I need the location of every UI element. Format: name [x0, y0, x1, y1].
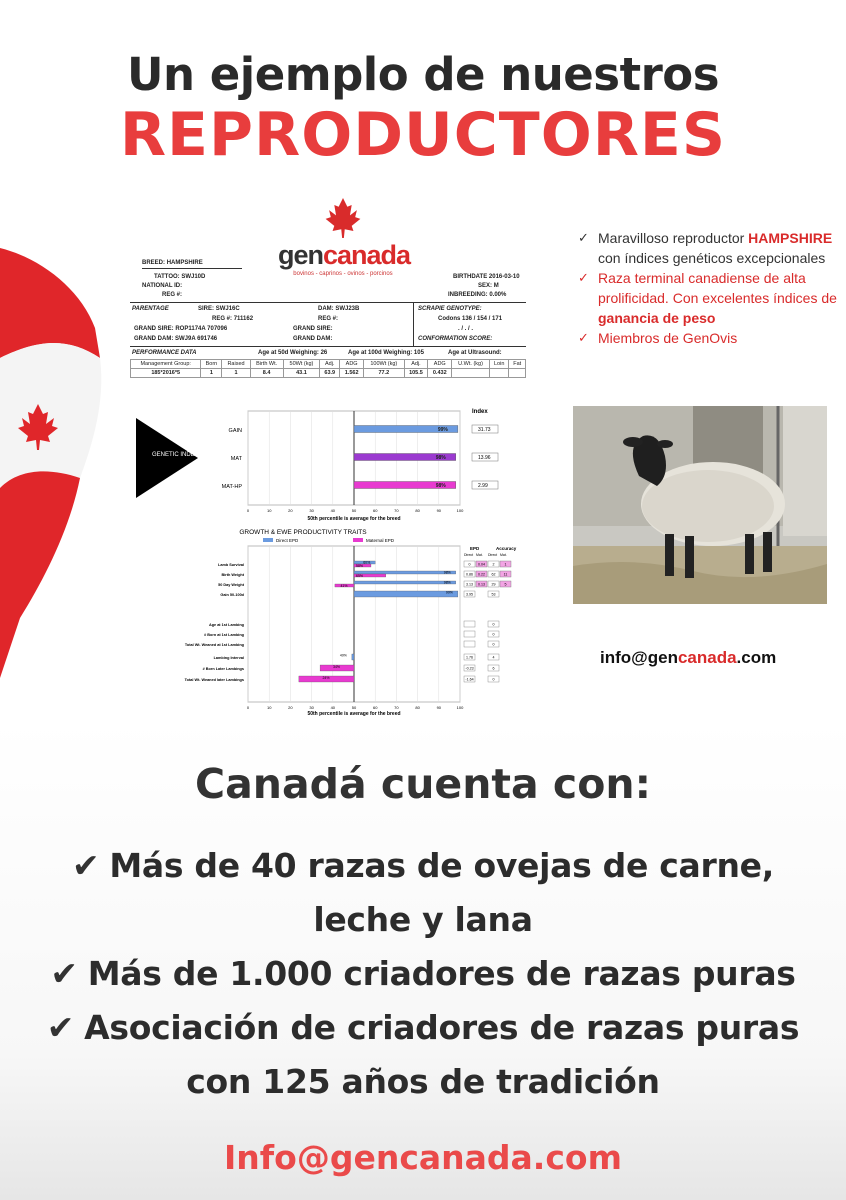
perf-header-cell: 100Wt (kg): [364, 360, 405, 369]
genetic-indexes-triangle: [136, 418, 198, 498]
grand-sire2-field: GRAND SIRE:: [293, 326, 333, 332]
gt-row-label: # Born Later Lambings: [202, 667, 244, 671]
gt-epd-value: 1.76: [466, 655, 473, 660]
gt-epd-subheader: Direct: [464, 553, 474, 557]
grand-sire-field: GRAND SIRE: ROP1174A 707096: [134, 326, 228, 332]
parentage-label: PARENTAGE: [132, 306, 169, 312]
gt-tick-label: 30: [309, 705, 314, 710]
gt-row-label: Total Wt. Weaned later Lambings: [184, 678, 244, 682]
perf-header-cell: Born: [201, 360, 222, 369]
grand-dam-field: GRAND DAM: SWJ9A 691746: [134, 336, 218, 342]
gi-index-value: 13.96: [478, 455, 491, 461]
perf-value-cell: 1: [201, 369, 222, 378]
gt-maternal-label: 41%: [340, 584, 348, 588]
scrapie-value: . / . / .: [458, 326, 474, 332]
age-ultrasound-field: Age at Ultrasound:: [448, 350, 502, 356]
gi-tick-label: 0: [246, 508, 250, 513]
perf-header-cell: U.Wt. (kg): [452, 360, 490, 369]
gt-epd-value: -1.64: [465, 677, 474, 682]
gi-bar-label: 98%: [435, 455, 446, 461]
reg-field: REG #:: [162, 292, 183, 298]
pedigree-card: [128, 198, 528, 716]
gt-row-label: # Born at 1st Lambing: [204, 633, 244, 637]
gi-tick-label: 10: [266, 508, 272, 513]
canada-flag-ribbon: [0, 248, 110, 678]
gt-direct-bar: [352, 654, 354, 660]
gi-tick-label: 100: [456, 508, 464, 513]
gi-bar-label: 99%: [437, 427, 448, 433]
gi-tick-label: 90: [436, 508, 442, 513]
tattoo-field: TATTOO: SWJ10D: [154, 274, 206, 280]
checkmark-icon: ✔: [72, 846, 100, 885]
gt-row-label: Gain 50-100d: [220, 593, 244, 597]
scrapie-label: SCRAPIE GENOTYPE:: [418, 306, 482, 312]
perf-value-cell: 63.9: [320, 369, 340, 378]
gi-tick-label: 50: [351, 508, 357, 513]
gt-direct-bar: [354, 571, 456, 574]
gi-xlabel: 50th percentile is average for the breed: [307, 516, 401, 522]
gi-tick-label: 80: [415, 508, 420, 513]
gt-epd-value: 0: [492, 642, 495, 647]
gt-epd-cell: [464, 641, 475, 647]
gt-tick-label: 20: [288, 705, 293, 710]
dam-reg-field: REG #:: [318, 316, 339, 322]
highlight-genovis: ✓ Miembros de GenOvis: [578, 328, 838, 348]
gt-epd-value: 0: [492, 677, 495, 682]
gt-legend-label: Maternal EPD: [366, 538, 395, 543]
gt-legend-swatch: [263, 538, 273, 542]
highlight-hampshire: ✓ Maravilloso reproductor HAMPSHIRE con índices genéticos excepcionales: [578, 228, 838, 268]
perf-header-cell: Fat: [509, 360, 526, 369]
perf-value-cell: 1: [222, 369, 250, 378]
inbreeding-field: INBREEDING: 0.00%: [448, 292, 507, 298]
gi-tick-label: 60: [372, 508, 378, 513]
genetic-indexes-label: GENETIC INDEXES: [152, 452, 207, 458]
gt-epd-subheader: Direct: [488, 553, 498, 557]
gt-tick-label: 100: [456, 705, 464, 710]
perf-value-cell: 105.5: [404, 369, 428, 378]
gt-epd-value: 0.22: [478, 572, 485, 577]
logo-gen: gen: [278, 240, 324, 270]
gt-epd-cell: [464, 621, 475, 627]
gi-category-label: GAIN: [228, 428, 242, 434]
gi-category-label: MAT: [230, 456, 242, 462]
gt-maternal-label: 34%: [333, 665, 341, 669]
gt-direct-label: 98%: [443, 570, 451, 575]
perf-header-cell: Adj.: [404, 360, 428, 369]
perf-value-cell: [509, 369, 526, 378]
gt-row-label: Lamb Survival: [218, 563, 244, 567]
perf-header-cell: 50Wt (kg): [283, 360, 320, 369]
fact-razas-cont: leche y lana: [313, 900, 533, 939]
performance-table: [130, 359, 526, 378]
gi-index-value: 2.99: [478, 483, 488, 489]
gt-tick-label: 80: [415, 705, 420, 710]
perf-value-cell: [489, 369, 509, 378]
gt-row-label: 50 Day Weight: [218, 583, 244, 587]
gt-epd-value: 29: [491, 582, 496, 587]
gt-legend-label: Direct EPD: [276, 538, 299, 543]
gt-accuracy-header: Accuracy: [496, 546, 517, 551]
gt-direct-bar: [354, 591, 458, 597]
perf-value-cell: 185*2016*5: [131, 369, 201, 378]
gt-epd-value: 0.86: [466, 572, 473, 577]
gt-row-label: Lambing Interval: [213, 656, 244, 660]
hampshire-sheep-photo: [573, 406, 827, 604]
gt-direct-label: 99%: [445, 590, 453, 595]
national-id-field: NATIONAL ID:: [142, 283, 183, 289]
gt-epd-cell: [464, 631, 475, 637]
birthdate-field: BIRTHDATE 2016-03-10: [453, 274, 520, 280]
fact-razas: ✔ Más de 40 razas de ovejas de carne,: [72, 846, 774, 885]
highlights-list: [578, 228, 838, 348]
growth-traits-title: GROWTH & EWE PRODUCTIVITY TRAITS: [239, 529, 367, 536]
gt-tick-label: 40: [330, 705, 336, 710]
gt-epd-value: 3.13: [466, 582, 473, 587]
gencanada-logo: [278, 198, 411, 277]
gt-legend-swatch: [353, 538, 363, 542]
gt-epd-value: 0: [492, 632, 495, 637]
conformation-label: CONFORMATION SCORE:: [418, 336, 493, 342]
perf-value-cell: [452, 369, 490, 378]
gt-epd-subheader: Mat.: [476, 553, 483, 557]
gi-tick-label: 20: [288, 508, 293, 513]
gt-tick-label: 60: [372, 705, 378, 710]
fact-asociacion-cont: con 125 años de tradición: [186, 1062, 660, 1101]
canada-heading: Canadá cuenta con:: [195, 760, 651, 808]
growth-traits-chart: [128, 526, 528, 716]
gt-maternal-label: 65%: [356, 574, 364, 578]
perf-value-cell: 77.2: [364, 369, 405, 378]
gi-tick-label: 70: [394, 508, 399, 513]
highlight-prolificidad: ✓ Raza terminal canadiense de alta prolificidad. Con excelentes índices de ganancia de peso: [578, 268, 838, 328]
breed-field: BREED: HAMPSHIRE: [142, 260, 203, 266]
gt-epd-value: 5: [504, 582, 507, 587]
perf-header-cell: ADG: [428, 360, 452, 369]
logo-canada: canada: [323, 240, 411, 270]
gt-tick-label: 0: [246, 705, 250, 710]
gt-xlabel: 50th percentile is average for the breed: [307, 711, 401, 716]
gt-epd-value: 4: [492, 655, 495, 660]
gt-tick-label: 50: [351, 705, 357, 710]
gt-epd-value: 2: [492, 562, 495, 567]
gt-epd-value: 0.04: [478, 562, 485, 567]
headline-line2: REPRODUCTORES: [119, 100, 727, 170]
perf-header-cell: Management Group:: [131, 360, 201, 369]
grand-dam2-field: GRAND DAM:: [293, 336, 333, 342]
gi-category-label: MAT-HP: [221, 484, 242, 490]
sire-reg-field: REG #: 711162: [212, 316, 254, 322]
logo-subtitle: bovinos - caprinos - ovinos - porcinos: [293, 271, 393, 277]
gi-bar-label: 98%: [435, 483, 446, 489]
gt-direct-label: 49%: [339, 653, 347, 658]
gt-direct-bar: [354, 581, 456, 584]
gt-epd-value: 0: [492, 622, 495, 627]
perf-header-cell: Raised: [222, 360, 250, 369]
checkmark-icon: ✔: [46, 1008, 75, 1047]
perf-value-cell: 0.432: [428, 369, 452, 378]
checkmark-icon: ✔: [50, 954, 78, 993]
gt-epd-value: 62: [491, 572, 496, 577]
perf-header-cell: ADG: [340, 360, 364, 369]
gi-tick-label: 40: [330, 508, 336, 513]
headline-line1: Un ejemplo de nuestros: [127, 48, 719, 101]
gt-epd-header: EPD: [470, 546, 480, 551]
fact-asociacion: ✔ Asociación de criadores de razas puras: [46, 1008, 800, 1047]
perf-value-cell: 8.4: [250, 369, 283, 378]
gt-direct-label: 98%: [443, 580, 451, 585]
performance-label: PERFORMANCE DATA: [132, 350, 197, 356]
age100-field: Age at 100d Weighing: 105: [348, 350, 424, 356]
gt-row-label: Birth Weight: [221, 573, 244, 577]
gt-direct-label: 60%: [363, 560, 371, 565]
perf-header-cell: Birth Wt.: [250, 360, 283, 369]
perf-header-cell: Loin: [489, 360, 509, 369]
dam-field: DAM: SWJ23B: [318, 306, 360, 312]
gi-index-value: 31.73: [478, 427, 491, 433]
gt-epd-value: 11: [503, 572, 508, 577]
perf-header-cell: Adj.: [320, 360, 340, 369]
gt-epd-value: -0.23: [465, 666, 474, 671]
gt-maternal-label: 58%: [356, 564, 364, 568]
perf-value-cell: 43.1: [283, 369, 320, 378]
fact-criadores: ✔ Más de 1.000 criadores de razas puras: [50, 954, 796, 993]
gt-row-label: Total Wt. Weaned at 1st Lambing: [184, 643, 244, 647]
gt-tick-label: 10: [266, 705, 272, 710]
gt-maternal-label: 24%: [322, 676, 330, 680]
sire-field: SIRE: SWJ16C: [198, 306, 240, 312]
perf-value-cell: 1.562: [340, 369, 364, 378]
gt-epd-value: 53: [491, 592, 496, 597]
age50-field: Age at 50d Weighing: 26: [258, 350, 328, 356]
footer-email[interactable]: Info@gencanada.com: [224, 1138, 622, 1177]
gt-epd-value: 0: [468, 562, 471, 567]
gt-epd-value: 1: [504, 562, 507, 567]
gt-epd-value: 6: [492, 666, 495, 671]
gt-epd-subheader: Mat.: [500, 553, 507, 557]
genetic-indexes-chart: [128, 403, 528, 523]
gt-row-label: Age at 1st Lambing: [208, 623, 244, 627]
gt-tick-label: 90: [436, 705, 442, 710]
sex-field: SEX: M: [478, 283, 499, 289]
index-label: Index: [472, 409, 488, 415]
gi-tick-label: 30: [309, 508, 314, 513]
scrapie-codons: Codons 136 / 154 / 171: [438, 316, 503, 322]
contact-email[interactable]: info@gencanada.com: [600, 648, 777, 667]
gt-epd-value: 0.13: [478, 582, 485, 587]
maple-leaf-icon: [313, 198, 373, 238]
gt-tick-label: 70: [394, 705, 399, 710]
gt-epd-value: 3.95: [466, 592, 473, 597]
